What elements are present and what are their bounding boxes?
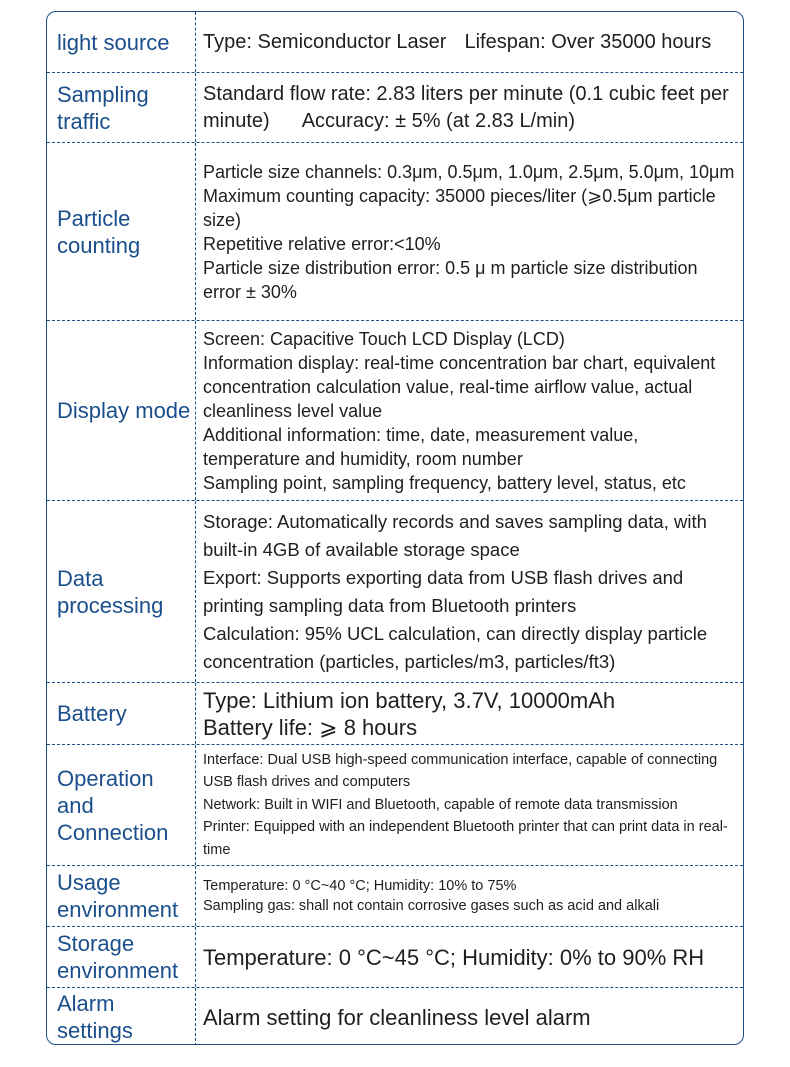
spec-value	[195, 501, 743, 682]
spec-row-alarm-settings	[47, 987, 743, 1045]
spec-line: Calculation: 95% UCL calculation, can directly display particle concentration (particles, particles/m3, particles/ft3)	[203, 622, 708, 672]
spec-line: Information display: real-time concentration bar chart, equivalent concentration calculation value, real-time airflow value, actual cleanliness level value	[203, 352, 716, 421]
spec-row-battery	[47, 682, 743, 744]
spec-line: Particle size channels: 0.3μm, 0.5μm, 1.0μm, 2.5μm, 5.0μm, 10μm	[203, 161, 735, 182]
spec-value	[195, 988, 743, 1045]
spec-row-display-mode	[47, 320, 743, 500]
spec-line: Printer: Equipped with an independent Bluetooth printer that can print data in real-time	[203, 819, 728, 858]
spec-line: Alarm setting for cleanliness level alarm	[203, 1004, 591, 1030]
spec-line: Export: Supports exporting data from USB flash drives and printing sampling data from Bluetooth printers	[203, 566, 684, 616]
spec-line: Particle size distribution error: 0.5 μ m particle size distribution error ± 30%	[203, 257, 698, 302]
spec-line: Temperature: 0 °C~45 °C; Humidity: 0% to 90% RH	[203, 944, 705, 970]
spec-row-operation-connection	[47, 744, 743, 865]
spec-line: Lifespan: Over 35000 hours	[464, 30, 712, 53]
spec-value	[195, 143, 743, 320]
spec-label: Data processing	[57, 565, 164, 618]
spec-label: Battery	[57, 701, 127, 726]
spec-label: Operation and Connection	[57, 765, 169, 845]
spec-line: Accuracy: ± 5% (at 2.83 L/min)	[301, 109, 576, 132]
spec-row-particle-counting	[47, 142, 743, 320]
spec-line: Repetitive relative error:<10%	[203, 233, 441, 254]
spec-row-storage-environment	[47, 926, 743, 987]
spec-value	[195, 745, 743, 865]
spec-line: Interface: Dual USB high-speed communication interface, capable of connecting USB flash drives and computers	[203, 751, 718, 791]
spec-value	[195, 73, 743, 142]
spec-value	[195, 321, 743, 500]
spec-line: Screen: Capacitive Touch LCD Display (LCD)	[203, 328, 565, 349]
spec-label: Particle counting	[57, 205, 141, 258]
spec-label: Usage environment	[57, 870, 179, 922]
spec-line: Battery life: ⩾ 8 hours	[203, 714, 418, 740]
spec-value	[195, 683, 743, 744]
spec-line: Temperature: 0 °C~40 °C; Humidity: 10% to 75%	[203, 878, 517, 894]
spec-row-light-source	[47, 12, 743, 72]
spec-table	[46, 11, 744, 1045]
spec-label: light source	[57, 29, 170, 55]
spec-line: Additional information: time, date, measurement value, temperature and humidity, room number	[203, 424, 639, 469]
spec-line: Standard flow rate: 2.83 liters per minute (0.1 cubic feet per minute)	[203, 82, 729, 132]
spec-row-sampling-traffic	[47, 72, 743, 142]
spec-label: Storage environment	[57, 931, 179, 983]
spec-row-data-processing	[47, 500, 743, 682]
spec-value	[195, 866, 743, 926]
spec-label: Alarm settings	[57, 991, 133, 1043]
spec-value	[195, 12, 743, 72]
spec-label: Sampling traffic	[57, 81, 149, 134]
spec-line: Type: Semiconductor Laser	[203, 30, 447, 53]
spec-line: Sampling point, sampling frequency, battery level, status, etc	[203, 472, 686, 493]
spec-label: Display mode	[57, 398, 191, 423]
spec-line: Maximum counting capacity: 35000 pieces/liter (⩾0.5μm particle size)	[203, 185, 716, 230]
spec-value	[195, 927, 743, 987]
spec-line: Sampling gas: shall not contain corrosive gases such as acid and alkali	[203, 898, 660, 914]
spec-row-usage-environment	[47, 865, 743, 926]
spec-line: Type: Lithium ion battery, 3.7V, 10000mAh	[203, 687, 616, 713]
spec-line: Network: Built in WIFI and Bluetooth, capable of remote data transmission	[203, 796, 678, 813]
spec-line: Storage: Automatically records and saves sampling data, with built-in 4GB of available storage space	[203, 510, 707, 560]
